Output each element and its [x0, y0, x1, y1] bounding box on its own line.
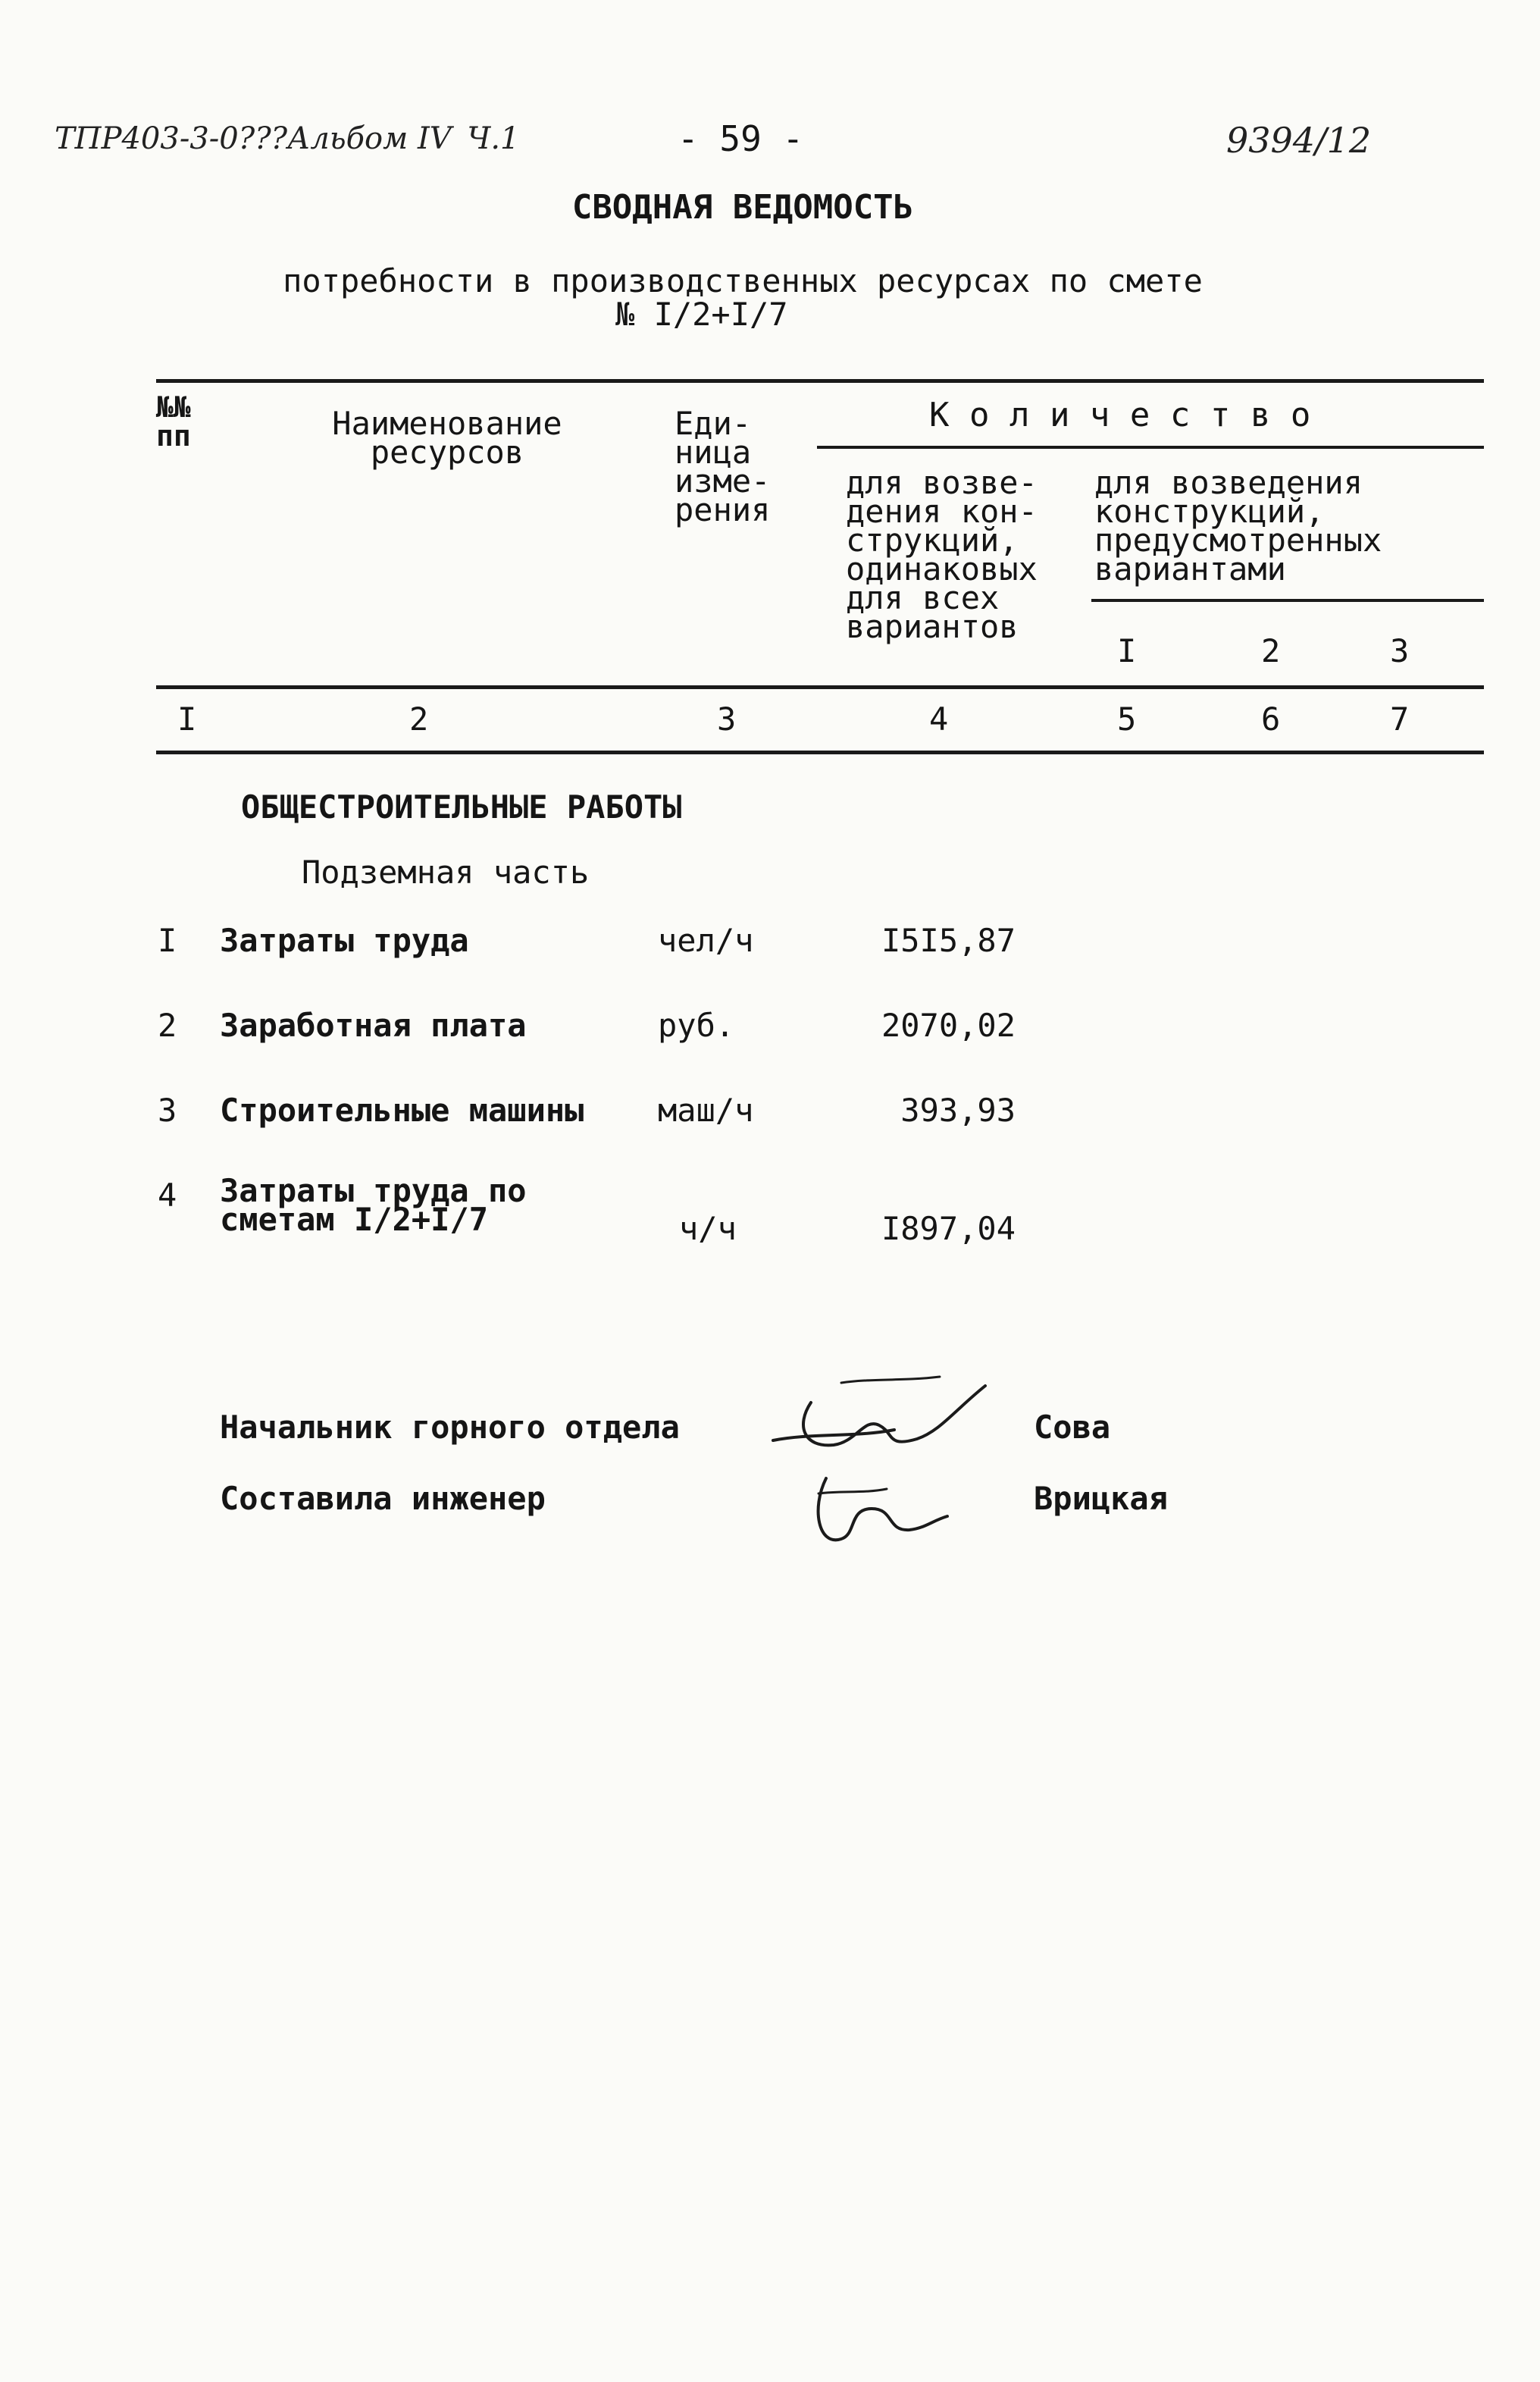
header-variant-3: 3 [1390, 632, 1410, 669]
variants-rule [1091, 599, 1484, 602]
signature-2-mark [796, 1463, 962, 1562]
quantity-rule [817, 446, 1484, 449]
document-subtitle: потребности в производственных ресурсах по смете [283, 262, 1203, 299]
signature-2-role: Составила инженер [220, 1480, 546, 1517]
row-2-name: Заработная плата [220, 1007, 527, 1044]
header-variant-2: 2 [1261, 632, 1281, 669]
row-2-quantity: 2070,02 [881, 1007, 1016, 1044]
column-numbers-bottom-rule [156, 751, 1484, 754]
header-unit: Еди- ница изме- рения [675, 405, 771, 528]
header-quantity-variants: для возведения конструкций, предусмотренных вариантами [1094, 464, 1382, 588]
table-head-bottom-rule [156, 685, 1484, 689]
section-heading: ОБЩЕСТРОИТЕЛЬНЫЕ РАБОТЫ [241, 788, 682, 826]
row-4-name: Затраты труда по сметам I/2+I/7 [220, 1172, 527, 1238]
row-3-number: 3 [158, 1092, 177, 1129]
row-3-quantity: 393,93 [900, 1092, 1016, 1129]
header-quantity-common: для возве- дения кон- струкций, одинаковых для всех вариантов [846, 464, 1038, 645]
row-1-name: Затраты труда [220, 922, 469, 959]
row-1-quantity: I5I5,87 [881, 922, 1016, 959]
row-1-unit: чел/ч [658, 922, 754, 959]
header-quantity: К о л и ч е с т в о [929, 396, 1311, 434]
header-name: Наименование ресурсов [332, 405, 562, 471]
row-3-unit: маш/ч [658, 1092, 754, 1129]
column-number-4: 4 [929, 700, 949, 738]
page-number: - 59 - [678, 118, 804, 159]
document-part: Ч.1 [467, 121, 520, 156]
archive-number: 9394/12 [1226, 120, 1372, 161]
row-3-name: Строительные машины [220, 1092, 584, 1129]
column-number-1: I [177, 700, 197, 738]
subsection-heading: Подземная часть [302, 854, 590, 891]
header-variant-1: I [1117, 632, 1137, 669]
signature-1-name: Сова [1034, 1409, 1111, 1446]
row-4-quantity: I897,04 [881, 1210, 1016, 1247]
signature-1-mark [765, 1372, 993, 1463]
column-number-6: 6 [1261, 700, 1281, 738]
document-title: СВОДНАЯ ВЕДОМОСТЬ [571, 188, 914, 227]
table-top-rule [156, 379, 1484, 383]
row-2-number: 2 [158, 1007, 177, 1044]
header-no: №№ пп [156, 390, 191, 453]
document-code: ТПР403-3-0???Альбом IV [55, 121, 452, 156]
row-1-number: I [158, 922, 177, 959]
column-number-2: 2 [409, 700, 429, 738]
row-4-number: 4 [158, 1177, 177, 1214]
row-4-unit: ч/ч [679, 1210, 737, 1247]
signature-2-name: Врицкая [1034, 1480, 1169, 1517]
column-number-3: 3 [717, 700, 737, 738]
column-number-7: 7 [1390, 700, 1410, 738]
row-2-unit: руб. [658, 1007, 735, 1044]
column-number-5: 5 [1117, 700, 1137, 738]
signature-1-role: Начальник горного отдела [220, 1409, 680, 1446]
estimate-number: № I/2+I/7 [615, 296, 788, 333]
